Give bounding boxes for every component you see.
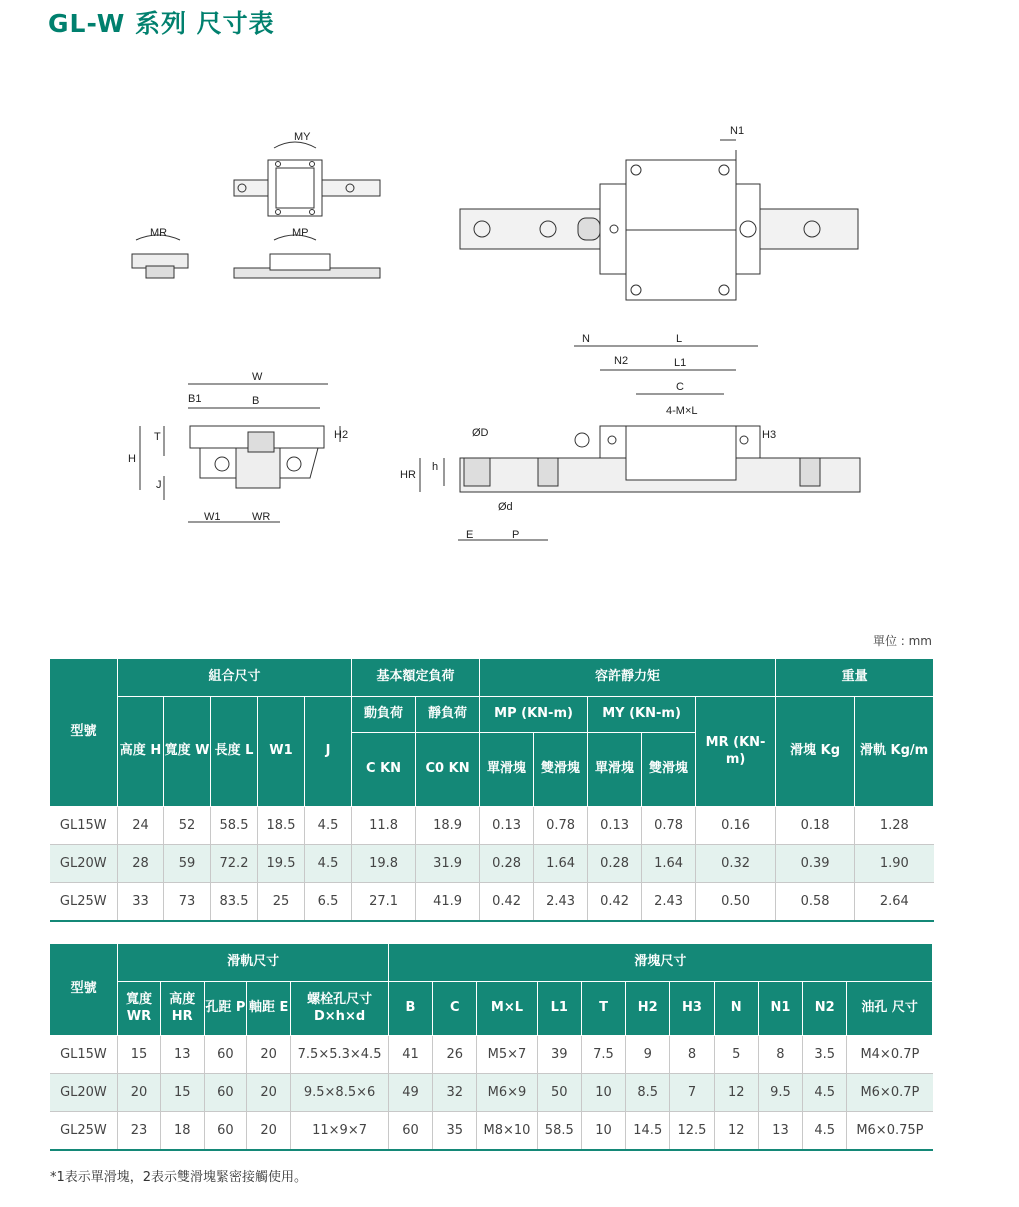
table-cell: 7.5×5.3×4.5 <box>291 1036 389 1074</box>
footnote: *1表示單滑塊，2表示雙滑塊緊密接觸使用。 <box>50 1170 308 1185</box>
table-cell: 0.39 <box>776 845 855 883</box>
table-cell: 59 <box>164 845 211 883</box>
label-od-small: Ød <box>498 501 513 513</box>
col-n1: N1 <box>758 982 802 1036</box>
table-cell: 52 <box>164 807 211 845</box>
table-cell: 12.5 <box>670 1112 714 1150</box>
table-cell: 60 <box>388 1112 432 1150</box>
table-cell: 83.5 <box>211 883 258 921</box>
page-title: GL-W 系列 尺寸表 <box>48 9 275 38</box>
label-mp: MP <box>292 227 309 239</box>
table-cell: 26 <box>433 1036 477 1074</box>
label-n2: N2 <box>614 355 629 367</box>
table-cell: GL15W <box>50 1036 118 1074</box>
col-stat: 靜負荷 <box>416 697 480 733</box>
label-b: B <box>252 395 260 407</box>
label-my: MY <box>294 131 311 143</box>
col-h2: H2 <box>626 982 670 1036</box>
table-cell: 0.28 <box>588 845 642 883</box>
col-c0: C0 KN <box>416 733 480 807</box>
label-t: T <box>154 431 161 443</box>
table-cell: 33 <box>118 883 164 921</box>
table-cell: 4.5 <box>803 1074 847 1112</box>
table-cell: 0.42 <box>588 883 642 921</box>
label-h2: H2 <box>334 429 349 441</box>
table-cell: 60 <box>204 1036 246 1074</box>
table-cell: M4×0.7P <box>847 1036 933 1074</box>
label-l1: L1 <box>674 357 687 369</box>
table-cell: 18.9 <box>416 807 480 845</box>
label-mxl: 4-M×L <box>666 405 698 417</box>
table-cell: 27.1 <box>352 883 416 921</box>
col-j: J <box>305 697 352 807</box>
label-h-small: h <box>432 461 439 473</box>
label-h3: H3 <box>762 429 777 441</box>
col-hr: 高度 HR <box>160 982 204 1036</box>
table-cell: 41.9 <box>416 883 480 921</box>
table-cell: 6.5 <box>305 883 352 921</box>
col-wr: 寬度 WR <box>118 982 160 1036</box>
table-cell: 8 <box>758 1036 802 1074</box>
table-cell: M6×0.7P <box>847 1074 933 1112</box>
table-cell: 7.5 <box>581 1036 625 1074</box>
table-row <box>50 883 934 921</box>
table-cell: 2.43 <box>642 883 696 921</box>
group-moment: 容許靜力矩 <box>480 659 776 697</box>
table-cell: 15 <box>160 1074 204 1112</box>
col-n: N <box>714 982 758 1036</box>
table-cell: 9.5×8.5×6 <box>291 1074 389 1112</box>
group-combo: 組合尺寸 <box>118 659 352 697</box>
table-cell: 2.64 <box>855 883 934 921</box>
col-c-2: C <box>433 982 477 1036</box>
table-cell: 20 <box>118 1074 160 1112</box>
label-p: P <box>512 529 520 541</box>
table-cell: 5 <box>714 1036 758 1074</box>
table-cell: 9.5 <box>758 1074 802 1112</box>
col-mp-double: 雙滑塊 <box>534 733 588 807</box>
label-n1: N1 <box>730 125 745 137</box>
load-spec-table <box>49 658 934 922</box>
table-cell: 0.42 <box>480 883 534 921</box>
table-cell: 60 <box>204 1074 246 1112</box>
table-cell: 15 <box>118 1036 160 1074</box>
table-cell: 2.43 <box>534 883 588 921</box>
table-cell: 0.78 <box>642 807 696 845</box>
table-cell: 4.5 <box>305 845 352 883</box>
side-section-view <box>420 346 860 540</box>
table-cell: 0.18 <box>776 807 855 845</box>
col-e: 軸距 E <box>247 982 291 1036</box>
table-cell: 1.28 <box>855 807 934 845</box>
col-w: 寬度 W <box>164 697 211 807</box>
table-cell: 1.64 <box>642 845 696 883</box>
col-mp: MP (KN-m) <box>480 697 588 733</box>
table-cell: 3.5 <box>803 1036 847 1074</box>
table-cell: 32 <box>433 1074 477 1112</box>
table-cell: 1.90 <box>855 845 934 883</box>
table-cell: 0.13 <box>588 807 642 845</box>
table-row <box>50 807 934 845</box>
table-cell: 31.9 <box>416 845 480 883</box>
group-weight: 重量 <box>776 659 934 697</box>
col-c: C KN <box>352 733 416 807</box>
table-cell: 8 <box>670 1036 714 1074</box>
table-cell: 0.78 <box>534 807 588 845</box>
table-cell: 1.64 <box>534 845 588 883</box>
col-my: MY (KN-m) <box>588 697 696 733</box>
table-cell: 20 <box>247 1074 291 1112</box>
dimension-table <box>49 943 933 1151</box>
label-n: N <box>582 333 590 345</box>
label-w1: W1 <box>204 511 221 523</box>
table-cell: 4.5 <box>803 1112 847 1150</box>
col-rail-weight: 滑軌 Kg/m <box>855 697 934 807</box>
unit-note: 單位 : mm <box>872 634 932 648</box>
technical-drawings <box>0 0 1019 600</box>
col-w1: W1 <box>258 697 305 807</box>
table-cell: 0.32 <box>696 845 776 883</box>
table-cell: 49 <box>388 1074 432 1112</box>
large-top-view <box>460 140 858 300</box>
table-cell: 18.5 <box>258 807 305 845</box>
table-cell: 11.8 <box>352 807 416 845</box>
table-cell: 60 <box>204 1112 246 1150</box>
model-header: 型號 <box>50 659 118 807</box>
label-l: L <box>676 333 683 345</box>
table-cell: GL25W <box>50 1112 118 1150</box>
table-cell: 0.50 <box>696 883 776 921</box>
table-cell: 41 <box>388 1036 432 1074</box>
table-cell: 20 <box>247 1036 291 1074</box>
small-top-view <box>234 142 380 216</box>
table-cell: GL15W <box>50 807 118 845</box>
col-oil: 油孔 尺寸 <box>847 982 933 1036</box>
table-row <box>50 1036 933 1074</box>
table-cell: 24 <box>118 807 164 845</box>
table-cell: GL20W <box>50 1074 118 1112</box>
label-wr: WR <box>252 511 271 523</box>
table-cell: M5×7 <box>477 1036 537 1074</box>
col-l1: L1 <box>537 982 581 1036</box>
table-cell: 9 <box>626 1036 670 1074</box>
col-p: 孔距 P <box>204 982 246 1036</box>
table-cell: 7 <box>670 1074 714 1112</box>
table-row <box>50 1112 933 1150</box>
table-cell: 19.5 <box>258 845 305 883</box>
col-b: B <box>388 982 432 1036</box>
label-c: C <box>676 381 684 393</box>
table-cell: 25 <box>258 883 305 921</box>
small-side-view <box>234 235 380 278</box>
label-e: E <box>466 529 474 541</box>
label-j: J <box>156 479 162 491</box>
table-cell: 35 <box>433 1112 477 1150</box>
col-my-single: 單滑塊 <box>588 733 642 807</box>
table-cell: 8.5 <box>626 1074 670 1112</box>
label-od: ØD <box>472 427 489 439</box>
table-cell: 13 <box>758 1112 802 1150</box>
table-cell: 58.5 <box>537 1112 581 1150</box>
table-row <box>50 845 934 883</box>
col-n2: N2 <box>803 982 847 1036</box>
table-cell: 19.8 <box>352 845 416 883</box>
col-l: 長度 L <box>211 697 258 807</box>
group-rail: 滑軌尺寸 <box>118 944 388 982</box>
col-mr: MR (KN-m) <box>696 697 776 807</box>
table-cell: 28 <box>118 845 164 883</box>
col-block-weight: 滑塊 Kg <box>776 697 855 807</box>
table-cell: 0.13 <box>480 807 534 845</box>
label-hr: HR <box>400 469 416 481</box>
table-cell: M6×0.75P <box>847 1112 933 1150</box>
model-header-2: 型號 <box>50 944 118 1036</box>
table-cell: 12 <box>714 1112 758 1150</box>
table-cell: 10 <box>581 1112 625 1150</box>
table-cell: 0.28 <box>480 845 534 883</box>
group-load: 基本額定負荷 <box>352 659 480 697</box>
table-cell: 20 <box>247 1112 291 1150</box>
table-cell: 0.16 <box>696 807 776 845</box>
col-t: T <box>581 982 625 1036</box>
table-cell: 58.5 <box>211 807 258 845</box>
label-h: H <box>128 453 136 465</box>
table-cell: 13 <box>160 1036 204 1074</box>
col-bolt: 螺栓孔尺寸 D×h×d <box>291 982 389 1036</box>
table-cell: 73 <box>164 883 211 921</box>
table-cell: GL20W <box>50 845 118 883</box>
label-b1: B1 <box>188 393 202 405</box>
col-dyn: 動負荷 <box>352 697 416 733</box>
table-cell: 23 <box>118 1112 160 1150</box>
table-cell: GL25W <box>50 883 118 921</box>
col-my-double: 雙滑塊 <box>642 733 696 807</box>
table-cell: 12 <box>714 1074 758 1112</box>
label-w: W <box>252 371 263 383</box>
table-cell: M6×9 <box>477 1074 537 1112</box>
col-mxl: M×L <box>477 982 537 1036</box>
table-cell: 10 <box>581 1074 625 1112</box>
table-cell: 72.2 <box>211 845 258 883</box>
table-cell: 14.5 <box>626 1112 670 1150</box>
table-cell: 11×9×7 <box>291 1112 389 1150</box>
label-mr: MR <box>150 227 168 239</box>
front-section-view <box>140 384 340 522</box>
col-h: 高度 H <box>118 697 164 807</box>
table-cell: 18 <box>160 1112 204 1150</box>
col-mp-single: 單滑塊 <box>480 733 534 807</box>
col-h3: H3 <box>670 982 714 1036</box>
table-cell: 0.58 <box>776 883 855 921</box>
table-cell: 39 <box>537 1036 581 1074</box>
table-row <box>50 1074 933 1112</box>
table-cell: M8×10 <box>477 1112 537 1150</box>
group-block: 滑塊尺寸 <box>388 944 932 982</box>
table-cell: 50 <box>537 1074 581 1112</box>
table-cell: 4.5 <box>305 807 352 845</box>
small-end-view <box>132 235 188 278</box>
